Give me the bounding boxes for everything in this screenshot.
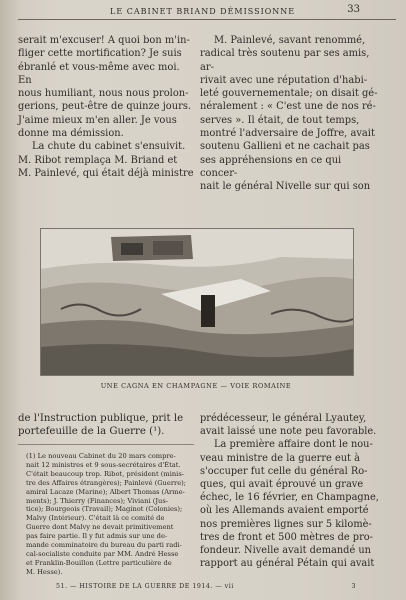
figure-caption: UNE CAGNA EN CHAMPAGNE — VOIE ROMAINE <box>100 382 292 390</box>
text-line: nait le général Nivelle sur qui son <box>200 181 371 193</box>
page-footer <box>56 583 356 595</box>
text-line: soutenu Gallieni et ne cachait pas <box>200 141 370 153</box>
footnote-line: mande comminatoire du bureau du parti radi- <box>26 541 182 550</box>
text-line: s'occuper fut celle du général Ro- <box>200 465 368 477</box>
text-line: veau ministre de la guerre eut à <box>200 452 360 464</box>
text-line: échec, le 16 février, en Champagne, <box>200 492 379 504</box>
text-line: de l'Instruction publique, prit le <box>18 413 184 424</box>
paragraph <box>18 34 194 140</box>
right-column-top <box>200 34 380 194</box>
footnote-line: M. Hesse). <box>26 567 63 576</box>
page-number: 33 <box>347 4 360 15</box>
text-line: portefeuille de la Guerre (¹). <box>18 426 165 438</box>
text-line: ques, qui avait éprouvé un grave <box>200 479 364 491</box>
text-line: rivait avec une réputation d'habi- <box>200 74 368 86</box>
text-line: La chute du cabinet s'ensuivit. <box>32 141 186 153</box>
text-line: M. Painlevé, savant renommé, <box>214 35 366 46</box>
text-line: ses appréhensions en ce qui concer- <box>200 154 342 179</box>
left-column-top <box>18 34 194 180</box>
footnote-line: ments); J. Thierry (Finances); Viviani (Jus- <box>26 496 169 505</box>
right-column-bottom <box>200 412 380 570</box>
footnote-line: amiral Lacaze (Marine); Albert Thomas (Arme- <box>26 487 185 496</box>
header-rule <box>18 19 396 20</box>
footnote-line: cal-socialiste conduite par MM. André Hesse <box>26 549 179 558</box>
signature-mark: 3 <box>351 583 356 590</box>
text-line: nos premières lignes sur 5 kilomè- <box>200 518 372 530</box>
printer-signature: 51. — HISTOIRE DE LA GUERRE DE 1914. — vii <box>56 583 234 590</box>
text-line: avait laissé une note peu favorable. <box>200 426 377 438</box>
trench-dugout-photo <box>40 228 354 376</box>
footnote-line: nait 12 ministres et 9 sous-secrétaires d'État. <box>26 460 181 469</box>
text-line: radical très soutenu par ses amis, ar- <box>200 48 370 73</box>
left-column-bottom <box>18 412 194 439</box>
text-line: J'aime mieux m'en aller. Je vous <box>18 114 177 126</box>
text-line: où les Allemands avaient emporté <box>200 505 369 517</box>
running-header <box>110 4 360 18</box>
text-line: donne ma démission. <box>18 128 124 140</box>
text-line: leté gouvernementale; on disait gé- <box>200 88 378 100</box>
footnote-line: Malvy (Intérieur). C'était là ce comité de <box>26 514 165 523</box>
text-line: montré l'adversaire de Joffre, avait <box>200 128 375 140</box>
text-line: serves ». Il était, de tout temps, <box>200 114 360 126</box>
footnote-line: tice); Bourgeois (Travail); Maginot (Colonies); <box>26 505 183 514</box>
text-line: tres de front et 500 mètres de pro- <box>200 531 373 543</box>
text-line: rapport au général Pétain qui avait <box>200 558 375 570</box>
photo-illustration <box>41 229 353 375</box>
text-line: fondeur. Nivelle avait demandé un <box>200 545 371 557</box>
footnote-line: tre des Affaires étrangères); Painlevé (Guerre); <box>26 478 187 487</box>
footnote-line: pas faire partie. Il y fut admis sur une de- <box>26 532 168 541</box>
footnote <box>26 452 194 577</box>
text-line: gerions, peut-être de quinze jours. <box>18 101 192 113</box>
text-line: ébranlé et vous-même avec moi. En <box>18 61 180 86</box>
paragraph <box>18 412 194 439</box>
footnote-line: C'était beaucoup trop. Ribot, président (minis- <box>26 469 185 478</box>
text-line: M. Painlevé, qui était déjà ministre <box>18 167 194 179</box>
text-line: fliger cette mortification? Je suis <box>18 48 182 60</box>
paragraph <box>200 412 380 570</box>
text-line: nous humiliant, nous nous prolon- <box>18 88 189 100</box>
text-line: M. Ribot remplaça M. Briand et <box>18 154 178 166</box>
paragraph <box>200 34 380 194</box>
running-title: LE CABINET BRIAND DÉMISSIONNE <box>110 7 296 16</box>
footnote-line: et Franklin-Bouillon (Lettre particulière de <box>26 558 172 567</box>
text-line: serait m'excuser! A quoi bon m'in- <box>18 35 190 46</box>
text-line: néralement : « C'est une de nos ré- <box>200 101 376 113</box>
footnote-rule <box>18 444 194 445</box>
text-line: La première affaire dont le nou- <box>214 439 373 451</box>
footnote-line: Guerre dont Malvy ne devait primitivement <box>26 523 174 532</box>
footnote-line: (1) Le nouveau Cabinet du 20 mars compre- <box>26 452 176 460</box>
text-line: prédécesseur, le général Lyautey, <box>200 413 367 424</box>
paragraph <box>18 140 194 180</box>
